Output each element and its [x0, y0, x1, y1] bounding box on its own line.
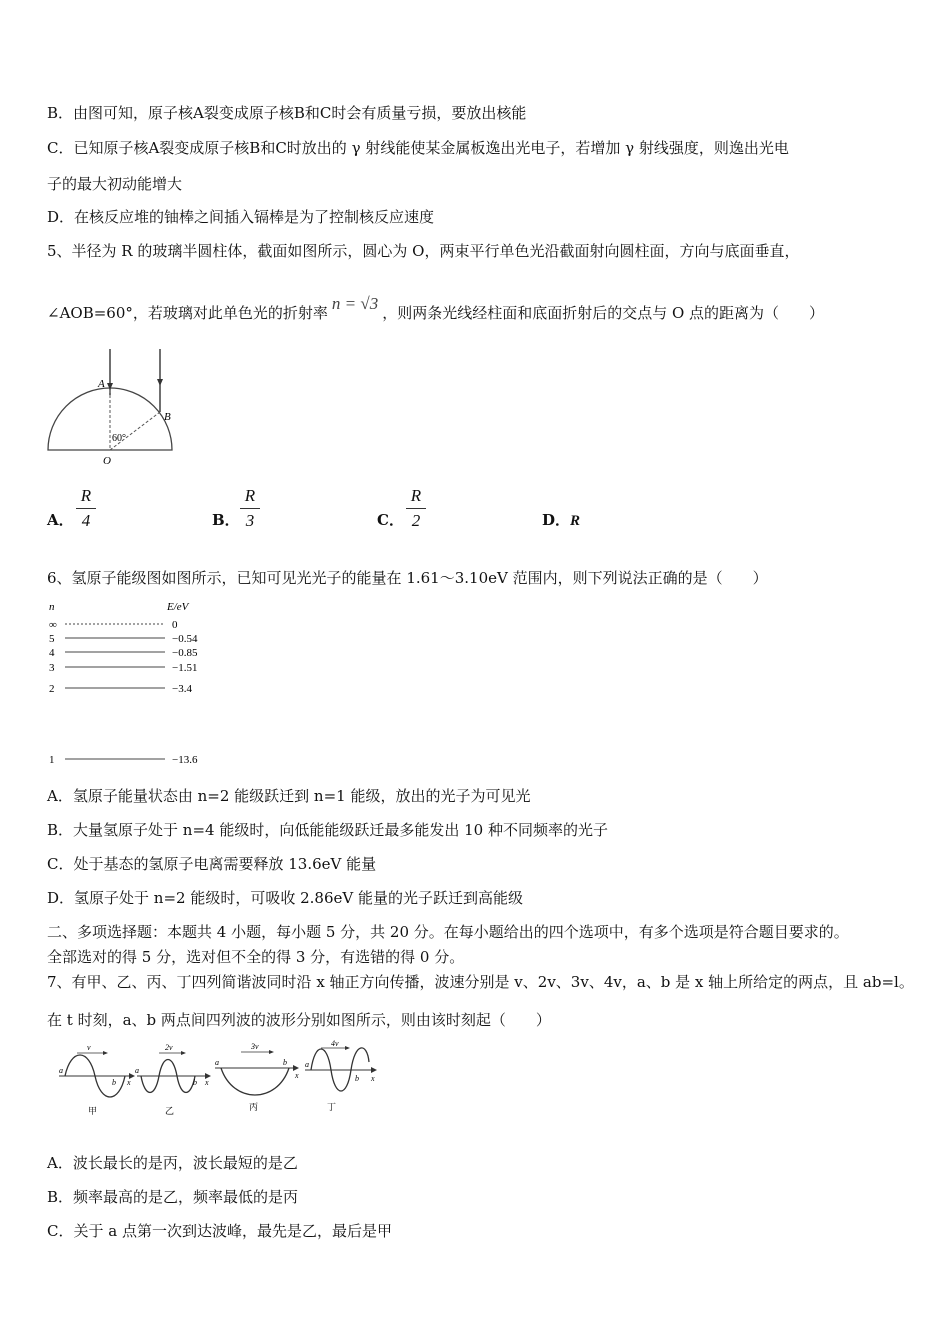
svg-text:a: a — [305, 1060, 309, 1069]
wave-ding — [305, 1040, 377, 1112]
svg-text:b: b — [283, 1058, 287, 1067]
svg-text:a: a — [215, 1058, 219, 1067]
q6-option-b[interactable]: B．大量氢原子处于 n=4 能级时，向低能能级跃迁最多能发出 10 种不同频率的光子 — [47, 821, 608, 839]
q4-option-b: B．由图可知，原子核A裂变成原子核B和C时会有质量亏损，要放出核能 — [47, 104, 527, 122]
svg-text:x: x — [295, 1071, 299, 1080]
q5-refractive-index: n = √3 — [331, 294, 379, 313]
level-energy-label: −0.54 — [172, 633, 198, 645]
chart-x-label: n — [49, 601, 55, 613]
q5-option-a-fraction: $\frac{R}{4}$ — [76, 486, 96, 531]
wave-bing — [215, 1042, 299, 1112]
svg-text:x: x — [371, 1074, 375, 1083]
svg-text:b: b — [355, 1074, 359, 1083]
level-energy-label: 0 — [172, 619, 178, 631]
svg-text:4v: 4v — [331, 1040, 339, 1048]
q5-stem-line2 — [47, 294, 825, 323]
section2-instructions-line2: 全部选对的得 5 分，选对但不全的得 3 分，有选错的得 0 分。 — [47, 948, 465, 966]
level-energy-label: −13.6 — [172, 754, 198, 766]
q7-stem-line1: 7、有甲、乙、丙、丁四列简谐波同时沿 x 轴正方向传播，波速分别是 v、2v、3v、4v，a、b 是 x 轴上所给定的两点，且 ab=l。 — [47, 973, 914, 991]
q6-option-a[interactable]: A．氢原子能量状态由 n=2 能级跃迁到 n=1 能级，放出的光子为可见光 — [47, 787, 531, 805]
q4-option-c-line2: 子的最大初动能增大 — [47, 175, 183, 193]
svg-text:丁: 丁 — [327, 1102, 337, 1112]
svg-text:a: a — [135, 1066, 139, 1075]
q5-label-o: O — [103, 455, 111, 467]
q5-option-c[interactable]: C． — [377, 511, 404, 529]
wave-yi — [135, 1043, 211, 1116]
q6-energy-level-diagram — [45, 598, 225, 770]
svg-text:甲: 甲 — [88, 1106, 98, 1116]
q4-option-c-line1: C．已知原子核A裂变成原子核B和C时放出的 γ 射线能使某金属板逸出光电子，若增加 γ 射线强度，则逸出光电 — [47, 139, 789, 157]
q6-stem: 6、氢原子能级图如图所示，已知可见光光子的能量在 1.61～3.10eV 范围内，则下列说法正确的是（ ） — [47, 569, 768, 587]
svg-text:乙: 乙 — [165, 1106, 175, 1116]
svg-text:x: x — [205, 1078, 209, 1087]
svg-text:b: b — [112, 1078, 116, 1087]
svg-text:丙: 丙 — [249, 1102, 259, 1112]
level-energy-label: −1.51 — [172, 662, 198, 674]
q7-waves-figure — [55, 1040, 385, 1120]
level-n-label: 2 — [49, 683, 55, 695]
q7-stem-line2: 在 t 时刻，a、b 两点间四列波的波形分别如图所示，则由该时刻起（ ） — [47, 1011, 551, 1029]
q5-stem-question: ，则两条光线经柱面和底面折射后的交点与 O 点的距离为（ ） — [382, 304, 825, 322]
svg-text:v: v — [87, 1043, 91, 1052]
level-n-label: 5 — [49, 633, 55, 645]
level-n-label: ∞ — [49, 619, 57, 631]
q7-option-a[interactable]: A．波长最长的是丙，波长最短的是乙 — [47, 1154, 298, 1172]
q5-label-angle: 60° — [112, 433, 126, 444]
svg-text:3v: 3v — [251, 1042, 259, 1051]
svg-text:x: x — [127, 1078, 131, 1087]
q5-option-c-fraction: $\frac{R}{2}$ — [406, 486, 426, 531]
q5-option-d[interactable]: D．R — [542, 511, 581, 529]
q5-label-a: A — [98, 378, 105, 390]
q6-option-c[interactable]: C．处于基态的氢原子电离需要释放 13.6eV 能量 — [47, 855, 377, 873]
q5-stem-line1: 5、半径为 R 的玻璃半圆柱体，截面如图所示，圆心为 O，两束平行单色光沿截面射向圆柱面，方向与底面垂直， — [47, 242, 800, 260]
level-energy-label: −0.85 — [172, 647, 198, 659]
q5-stem-angle: ∠AOB=60°，若玻璃对此单色光的折射率 — [47, 304, 328, 322]
q5-label-b: B — [164, 411, 171, 423]
q7-option-b[interactable]: B．频率最高的是乙，频率最低的是丙 — [47, 1188, 299, 1206]
svg-text:b: b — [193, 1078, 197, 1087]
svg-text:2v: 2v — [165, 1043, 173, 1052]
svg-text:a: a — [59, 1066, 63, 1075]
level-n-label: 1 — [49, 754, 55, 766]
q5-option-b-fraction: $\frac{R}{3}$ — [240, 486, 260, 531]
q4-option-d: D．在核反应堆的铀棒之间插入镉棒是为了控制核反应速度 — [47, 208, 435, 226]
q7-option-c[interactable]: C．关于 a 点第一次到达波峰，最先是乙，最后是甲 — [47, 1222, 392, 1240]
q5-option-b[interactable]: B． — [212, 511, 240, 529]
q5-option-a[interactable]: A． — [47, 511, 74, 529]
wave-jia — [59, 1043, 135, 1116]
q6-option-d[interactable]: D．氢原子处于 n=2 能级时，可吸收 2.86eV 能量的光子跃迁到高能级 — [47, 889, 523, 907]
level-energy-label: −3.4 — [172, 683, 192, 695]
q5-semicircle-figure — [40, 345, 180, 470]
section2-instructions-line1: 二、多项选择题：本题共 4 小题，每小题 5 分，共 20 分。在每小题给出的四个选项中，有多个选项是符合题目要求的。 — [47, 923, 849, 941]
level-n-label: 3 — [49, 662, 55, 674]
chart-y-label: E/eV — [167, 601, 189, 613]
level-n-label: 4 — [49, 647, 55, 659]
